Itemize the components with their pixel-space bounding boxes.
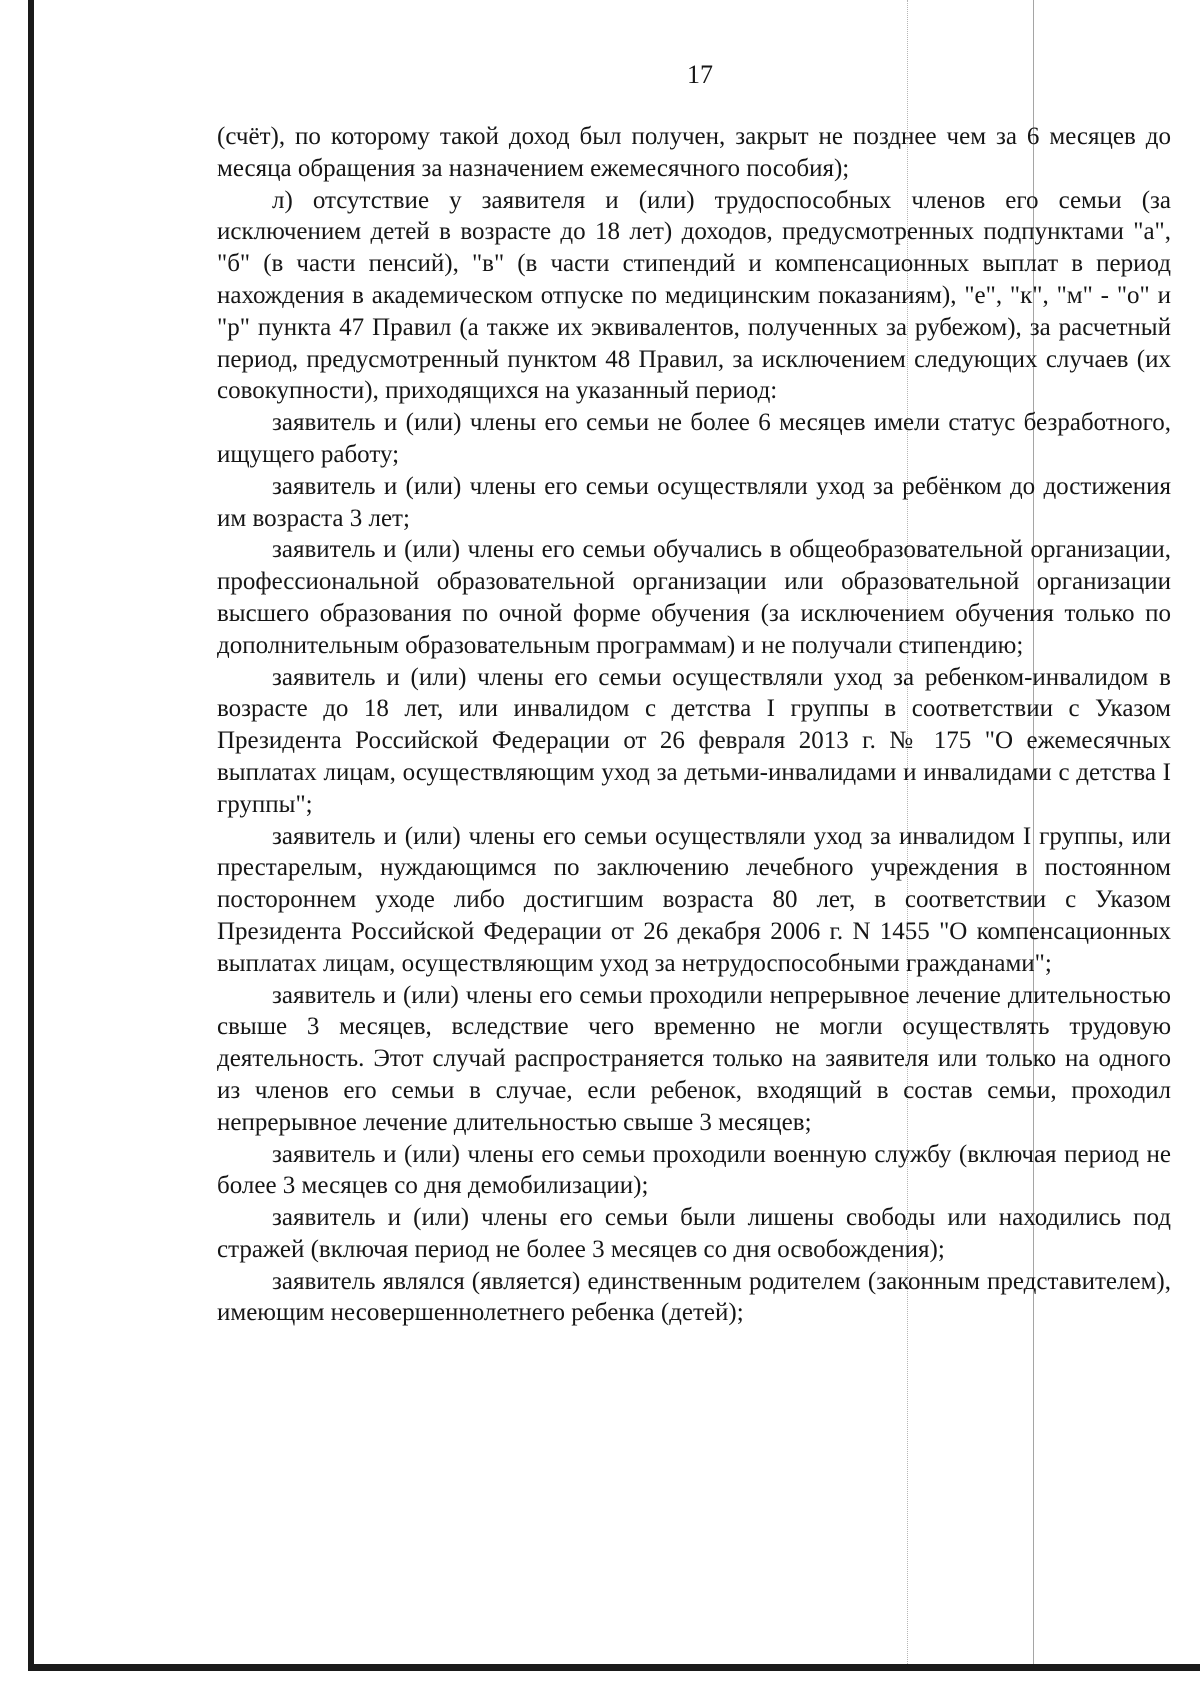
paragraph-exception: заявитель и (или) члены его семьи обучались в общеобразовательной организации, профессиональной образовательной организации или образовательной организации высшего образования по очной форме обучения (за исключением обучения только по дополнительным образовательным программам) и не получали стипендию; bbox=[217, 536, 1171, 659]
paragraph-exception: заявитель и (или) члены его семьи проходили военную службу (включая период не более 3 месяцев со дня демобилизации); bbox=[217, 1140, 1171, 1200]
paragraph-exception: заявитель и (или) члены его семьи были лишены свободы или находились под стражей (включая период не более 3 месяцев со дня освобождения); bbox=[217, 1204, 1171, 1263]
scan-border-bottom bbox=[28, 1664, 1200, 1671]
paragraph-continuation: (счёт), по которому такой доход был получен, закрыт не позднее чем за 6 месяцев до месяца обращения за назначением ежемесячного пособия); bbox=[217, 123, 1171, 182]
page-number: 17 bbox=[687, 60, 713, 89]
paragraph-exception: заявитель и (или) члены его семьи осуществляли уход за инвалидом I группы, или престарелым, нуждающимся по заключению лечебного учреждения в постоянном постороннем уходе либо достигшим возраста 80 лет, в соответствии с Указом Президента Российской Федерации от 26 декабря 2006 г. N 1455 "О компенсационных выплатах лицам, осуществляющим уход за нетрудоспособными гражданами"; bbox=[217, 822, 1171, 977]
paragraph-exception: заявитель и (или) члены его семьи осуществляли уход за ребенком-инвалидом в возрасте до 18 лет, или инвалидом с детства I группы в соответствии с Указом Президента Российской Федерации от 26 февраля 2013 г. № 175 "О ежемесячных выплатах лицам, осуществляющим уход за детьми-инвалидами и инвалидами с детства I группы"; bbox=[217, 663, 1171, 818]
scan-border-left bbox=[28, 0, 34, 1670]
paragraph-exception: заявитель являлся (является) единственным родителем (законным представителем), имеющим несовершеннолетнего ребенка (детей); bbox=[217, 1267, 1171, 1327]
document-body bbox=[217, 121, 1171, 1329]
paragraph-exception: заявитель и (или) члены его семьи осуществляли уход за ребёнком до достижения им возраста 3 лет; bbox=[217, 472, 1171, 532]
paragraph-subclause-l: л) отсутствие у заявителя и (или) трудоспособных членов его семьи (за исключением детей в возрасте до 18 лет) доходов, предусмотренных подпунктами "а", "б" (в части пенсий), "в" (в части стипендий и компенсационных выплат в период нахождения в академическом отпуске по медицинским показаниям), "е", "к", "м" - "о" и "р" пункта 47 Правил (а также их эквивалентов, полученных за рубежом), за расчетный период, предусмотренный пунктом 48 Правил, за исключением следующих случаев (их совокупности), приходящихся на указанный период: bbox=[217, 186, 1171, 405]
paragraph-exception: заявитель и (или) члены его семьи проходили непрерывное лечение длительностью свыше 3 месяцев, вследствие чего временно не могли осуществлять трудовую деятельность. Этот случай распространяется только на заявителя или только на одного из членов его семьи в случае, если ребенок, входящий в состав семьи, проходил непрерывное лечение длительностью свыше 3 месяцев; bbox=[217, 981, 1171, 1136]
paragraph-exception: заявитель и (или) члены его семьи не более 6 месяцев имели статус безработного, ищущего работу; bbox=[217, 409, 1171, 468]
